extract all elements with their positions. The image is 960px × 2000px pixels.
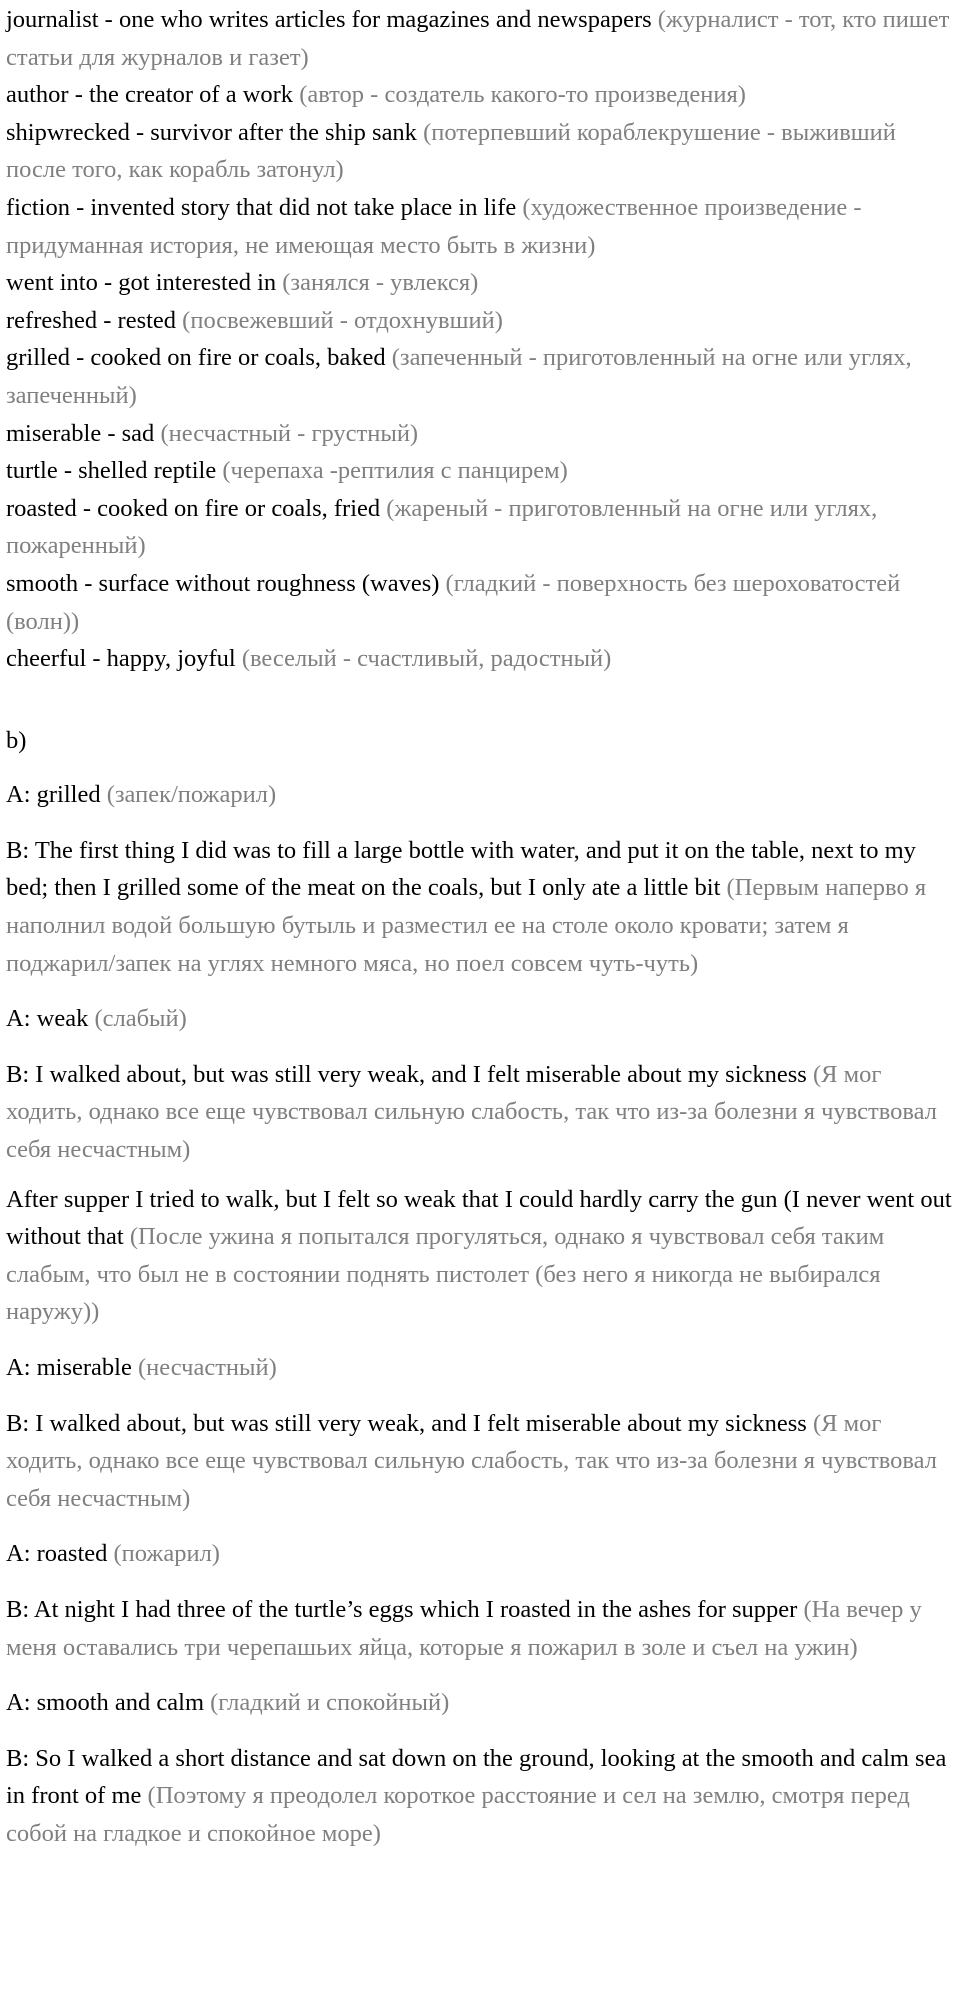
document-page	[6, 0, 954, 1853]
qa-group	[6, 1000, 954, 1331]
answer-word	[6, 776, 954, 814]
vocab-entry	[6, 302, 954, 340]
qa-group	[6, 1535, 954, 1666]
sentence-russian: (Поэтому я преодолел короткое расстояние и сел на землю, смотря перед собой на гладкое и спокойное море)	[6, 1782, 910, 1847]
vocab-russian: (черепаха -рептилия с панцирем)	[222, 457, 568, 485]
vocab-entry	[6, 339, 954, 414]
vocab-entry	[6, 415, 954, 453]
vocab-english: fiction - invented story that did not take place in life	[6, 193, 517, 221]
vocab-entry	[6, 640, 954, 678]
answer-english: A: weak	[6, 1005, 89, 1033]
sentence-english: B: So I walked a short distance and sat down on the ground, looking at the smooth and calm sea in front of me	[6, 1744, 947, 1810]
vocab-russian: (посвежевший - отдохнувший)	[182, 306, 503, 334]
vocab-english: refreshed - rested	[6, 306, 177, 334]
vocab-russian: (художественное произведение - придуманная история, не имеющая место быть в жизни)	[6, 193, 862, 259]
vocab-entry	[6, 189, 954, 264]
answer-english: A: roasted	[6, 1540, 108, 1568]
sentence-russian: (На вечер у меня оставались три черепашьих яйца, которые я пожарил в золе и съел на ужин)	[6, 1595, 922, 1661]
vocab-entry	[6, 1, 954, 76]
answer-english: A: miserable	[6, 1354, 132, 1381]
vocab-english: author - the creator of a work	[6, 81, 294, 109]
answer-word	[6, 1684, 954, 1722]
vocab-russian: (журналист - тот, кто пишет статьи для журналов и газет)	[6, 6, 950, 71]
vocab-english: shipwrecked - survivor after the ship sank	[6, 118, 417, 146]
section-label: b)	[6, 726, 27, 754]
vocab-english: miserable - sad	[6, 419, 155, 447]
vocab-english: went into - got interested in	[6, 269, 277, 297]
vocab-entry	[6, 490, 954, 565]
example-sentence	[6, 832, 954, 982]
sentence-russian: (После ужина я попытался прогуляться, однако я чувствовал себя таким слабым, что был не в состоянии поднять пистолет (без него я никогда не выбирался наружу))	[6, 1223, 885, 1326]
vocab-entry	[6, 264, 954, 302]
example-sentence	[6, 1740, 954, 1853]
vocab-english: smooth - surface without roughness (waves)	[6, 569, 440, 597]
answer-word	[6, 1535, 954, 1573]
sentence-english: B: The first thing I did was to fill a large bottle with water, and put it on the table, next to my bed; then I grilled some of the meat on the coals, but I only ate a little bit	[6, 836, 916, 902]
vocab-english: grilled - cooked on fire or coals, baked	[6, 344, 386, 372]
sentence-russian: (Я мог ходить, однако все еще чувствовал сильную слабость, так что из-за болезни я чувствовал себя несчастным)	[6, 1060, 937, 1164]
sentence-english: B: I walked about, but was still very weak, and I felt miserable about my sickness	[6, 1060, 807, 1088]
qa-group	[6, 1349, 954, 1517]
answer-word	[6, 1000, 954, 1038]
answer-russian: (несчастный)	[138, 1354, 277, 1381]
vocab-entry	[6, 452, 954, 490]
vocab-russian: (гладкий - поверхность без шероховатостей (волн))	[6, 569, 901, 635]
answer-russian: (слабый)	[94, 1005, 187, 1033]
sentence-english: After supper I tried to walk, but I felt so weak that I could hardly carry the gun (I never went out without that	[6, 1185, 952, 1251]
vocab-russian: (несчастный - грустный)	[160, 419, 419, 447]
vocab-english: turtle - shelled reptile	[6, 457, 217, 485]
vocab-entry	[6, 114, 954, 189]
answer-english: A: grilled	[6, 781, 101, 809]
vocab-russian: (занялся - увлекся)	[282, 269, 479, 297]
sentence-russian: (Первым наперво я наполнил водой большую бутыль и разместил ее на столе около кровати; затем я поджарил/запек на углях немного мяса, но поел совсем чуть-чуть)	[6, 874, 927, 977]
vocab-entry	[6, 76, 954, 114]
additional-sentence	[6, 1181, 954, 1331]
answer-russian: (гладкий и спокойный)	[210, 1689, 450, 1717]
vocab-english: roasted - cooked on fire or coals, fried	[6, 494, 381, 522]
answer-russian: (запек/пожарил)	[106, 781, 277, 809]
vocabulary-list	[6, 0, 954, 678]
example-sentence	[6, 1591, 954, 1666]
sentence-english: B: At night I had three of the turtle’s eggs which I roasted in the ashes for supper	[6, 1595, 798, 1623]
answer-english: A: smooth and calm	[6, 1689, 205, 1717]
answer-russian: (пожарил)	[113, 1540, 220, 1568]
vocab-russian: (жареный - приготовленный на огне или углях, пожаренный)	[6, 494, 878, 560]
vocab-russian: (автор - создатель какого-то произведения)	[299, 81, 746, 109]
example-sentence	[6, 1056, 954, 1169]
answer-word	[6, 1349, 954, 1387]
vocab-russian: (веселый - счастливый, радостный)	[241, 645, 612, 673]
vocab-russian: (запеченный - приготовленный на огне или углях, запеченный)	[6, 344, 912, 409]
vocab-entry	[6, 565, 954, 640]
qa-group	[6, 1684, 954, 1852]
example-sentence	[6, 1405, 954, 1518]
vocab-russian: (потерпевший кораблекрушение - выживший после того, как корабль затонул)	[6, 118, 896, 184]
vocab-english: cheerful - happy, joyful	[6, 645, 236, 673]
qa-group	[6, 776, 954, 982]
sentence-russian: (Я мог ходить, однако все еще чувствовал сильную слабость, так что из-за болезни я чувствовал себя несчастным)	[6, 1409, 937, 1512]
sentence-english: B: I walked about, but was still very weak, and I felt miserable about my sickness	[6, 1409, 807, 1437]
vocab-english: journalist - one who writes articles for magazines and newspapers	[6, 6, 652, 33]
